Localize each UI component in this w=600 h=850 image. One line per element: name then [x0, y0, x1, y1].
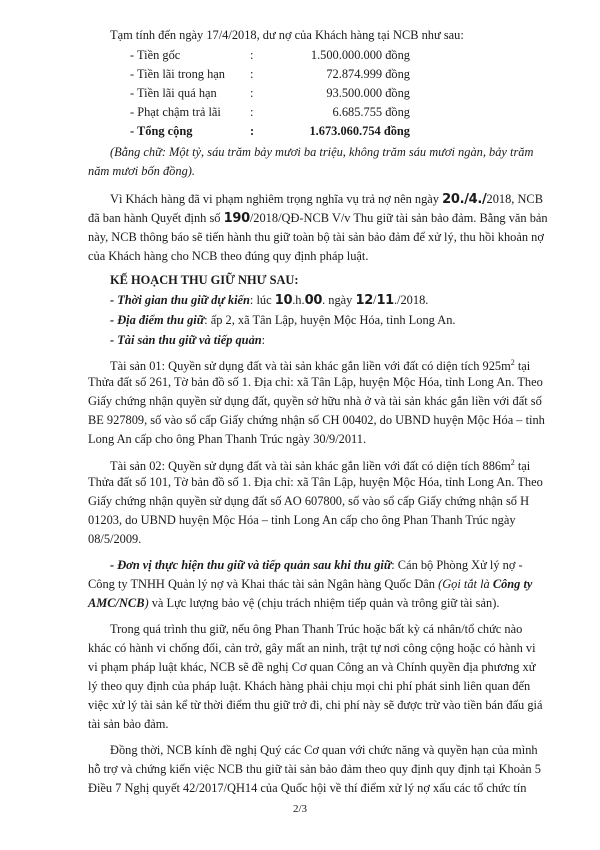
request-line2: hỗ trợ và chứng kiến việc NCB thu giữ tài sản bảo đảm theo quy định quy định tại Khoản 5 [88, 762, 541, 776]
asset1-line5: Long An cấp cho ông Phan Thanh Trúc ngày 30/9/2011. [88, 432, 367, 446]
debt-row [130, 103, 410, 122]
plan-assets-heading: - Tài sản thu giữ và tiếp quản: [110, 333, 266, 347]
asset2-line1: Tài sản 02: Quyền sử dụng đất và tài sản khác gắn liền với đất có diện tích $886m^2$ tại [110, 458, 531, 474]
debt-colon: : [250, 67, 254, 81]
debt-amount: 1.673.060.754 đồng [309, 124, 410, 138]
violation-line1: Vì Khách hàng đã vi phạm nghiêm trọng nghĩa vụ trả nợ nên ngày 20./4./2018, NCB [110, 192, 543, 207]
handwritten-date: 20./4./ [442, 192, 487, 207]
unit-line3: AMC/NCB) và Lực lượng bảo vệ (chịu trách nhiệm tiếp quản và trông giữ tài sản). [88, 596, 500, 610]
process-line6: tài sản bảo đảm. [88, 717, 169, 731]
debt-row [130, 46, 410, 65]
unit-line2: Công ty TNHH Quản lý nợ và Khai thác tài sản Ngân hàng Quốc Dân (Gọi tắt là Công ty [88, 577, 533, 591]
process-line3: vi phạm pháp luật khác, NCB sẽ đề nghị Cơ quan Công an và Chính quyền địa phương xử [88, 660, 536, 674]
debt-label: - Tiền lãi quá hạn [130, 86, 217, 100]
debt-amount: 72.874.999 đồng [326, 67, 410, 81]
process-line4: lý theo quy định của pháp luật. Khách hàng phải chịu mọi chi phí phát sinh liên quan đến [88, 679, 531, 693]
request-line3: Điều 7 Nghị quyết 42/2017/QH14 của Quốc hội về thí điểm xử lý nợ xấu các tổ chức tín [88, 781, 527, 795]
debt-colon: : [250, 105, 254, 119]
asset1-line2: Thửa đất số 261, Tờ bản đồ số 1. Địa chỉ: xã Tân Lập, huyện Mộc Hóa, tỉnh Long An. Theo [88, 375, 543, 389]
asset2-line5: 08/5/2009. [88, 532, 142, 546]
debt-amount: 93.500.000 đồng [326, 86, 410, 100]
process-line1: Trong quá trình thu giữ, nếu ông Phan Thanh Trúc hoặc bất kỳ cá nhân/tổ chức nào [110, 622, 523, 636]
debt-label: - Tiền gốc [130, 48, 181, 62]
debt-colon: : [250, 86, 254, 100]
amount-in-words-line1: (Bằng chữ: Một tỷ, sáu trăm bảy mươi ba triệu, không trăm sáu mươi ngàn, bảy trăm [110, 145, 534, 159]
debt-colon: : [250, 124, 255, 138]
violation-line3: này, NCB thông báo sẽ tiến hành thu giữ toàn bộ tài sản bảo đảm để xử lý, thu hồi khoản nợ [88, 230, 544, 244]
asset1-line3: Giấy chứng nhận quyền sử dụng đất, quyền sở hữu nhà ở và tài sản khác gắn liền với đất số [88, 394, 542, 408]
debt-amount: 6.685.755 đồng [332, 105, 410, 119]
unit-line1: - Đơn vị thực hiện thu giữ và tiếp quản sau khi thu giữ: Cán bộ Phòng Xử lý nợ - [110, 558, 523, 572]
asset2-line3: Giấy chứng nhận quyền sử dụng đất số AO 607800, số vào sổ cấp Giấy chứng nhận số H [88, 494, 530, 508]
amount-in-words-line2: năm mươi bốn đồng). [88, 164, 195, 178]
plan-time: - Thời gian thu giữ dự kiến: lúc 10.h.00. ngày 12/11./2018. [110, 293, 429, 308]
debt-colon: : [250, 48, 254, 62]
plan-heading: KẾ HOẠCH THU GIỮ NHƯ SAU: [110, 273, 299, 287]
debt-row [130, 65, 410, 84]
debt-row [130, 122, 410, 141]
debt-amount: 1.500.000.000 đồng [310, 48, 410, 62]
violation-line2: đã ban hành Quyết định số 190/2018/QĐ-NCB V/v Thu giữ tài sản bảo đảm. Bằng văn bản [88, 211, 548, 226]
asset1-line4: BE 927809, số vào sổ cấp Giấy chứng nhận số CH 00402, do UBND huyện Mộc Hóa – tỉnh [88, 413, 545, 427]
asset2-line4: 01203, do UBND huyện Mộc Hóa – tỉnh Long An cấp cho ông Phan Thanh Trúc ngày [88, 513, 516, 527]
debt-label: - Tổng cộng [130, 124, 193, 138]
page-number: 2/3 [292, 803, 308, 815]
violation-line4: của Khách hàng cho NCB theo đúng quy định pháp luật. [88, 249, 369, 263]
handwritten-decision-number: 190 [223, 211, 250, 226]
plan-place: - Địa điểm thu giữ: ấp 2, xã Tân Lập, huyện Mộc Hóa, tỉnh Long An. [110, 313, 456, 327]
debt-table [130, 46, 410, 141]
debt-label: - Phạt chậm trả lãi [130, 105, 221, 119]
asset2-line2: Thửa đất số 101, Tờ bản đồ số 1. Địa chỉ: xã Tân Lập, huyện Mộc Hóa, tỉnh Long An. Theo [88, 475, 543, 489]
debt-row [130, 84, 410, 103]
request-line1: Đồng thời, NCB kính đề nghị Quý các Cơ quan với chức năng và quyền hạn của mình [110, 743, 538, 757]
intro-text: Tạm tính đến ngày 17/4/2018, dư nợ của Khách hàng tại NCB như sau: [110, 28, 464, 42]
debt-label: - Tiền lãi trong hạn [130, 67, 225, 81]
asset1-line1: Tài sản 01: Quyền sử dụng đất và tài sản khác gắn liền với đất có diện tích $925m^2$ tại [110, 358, 531, 374]
process-line2: khác có hành vi chống đối, cản trở, gây mất an ninh, trật tự nơi công cộng hoặc có hành vi [88, 641, 536, 655]
process-line5: việc xử lý tài sản kể từ thời điểm thu giữ trở đi, chi phí này sẽ được trừ vào tiền bán đấu giá [88, 698, 543, 712]
